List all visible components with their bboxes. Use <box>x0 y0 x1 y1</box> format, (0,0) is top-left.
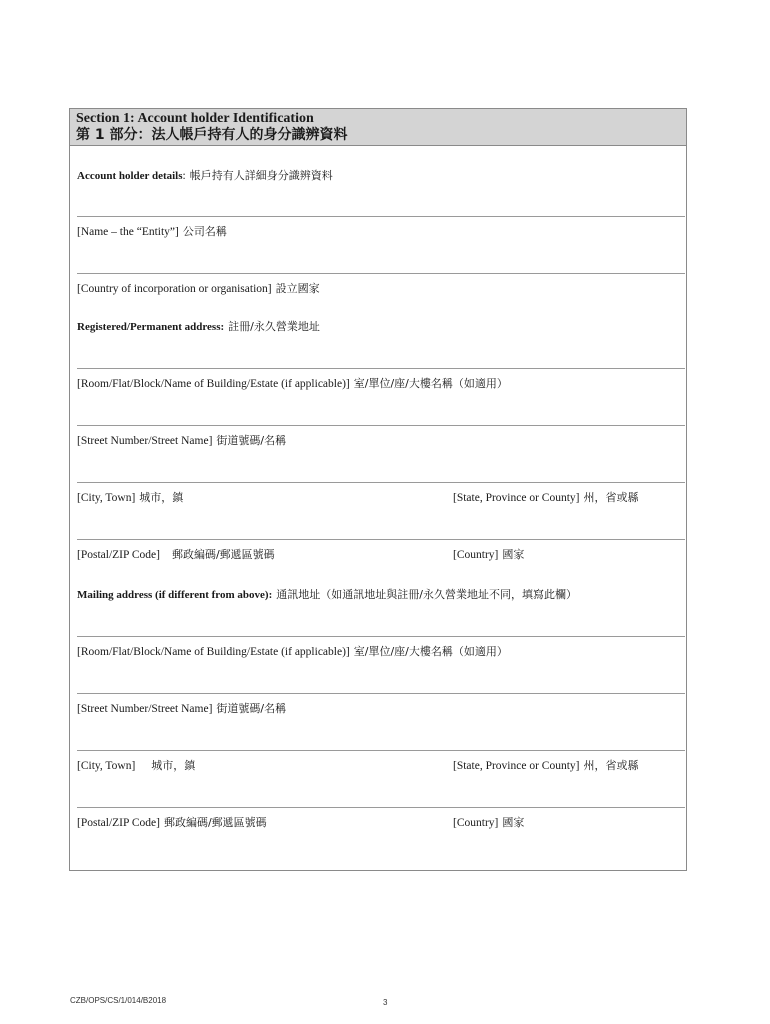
registered-street-label: [Street Number/Street Name] 街道號碼/名稱 <box>77 434 287 447</box>
registered-street-entry-line[interactable] <box>77 425 685 426</box>
country-incorporation-entry-line[interactable] <box>77 273 685 274</box>
section-header <box>70 109 686 146</box>
registered-address-heading: Registered/Permanent address: 註冊/永久營業地址 <box>77 320 320 333</box>
mailing-postal-entry-line[interactable] <box>77 807 685 808</box>
mailing-state-label: [State, Province or County] 州，省或縣 <box>453 759 639 772</box>
account-holder-details-label: Account holder details: 帳戶持有人詳細身分識辨資料 <box>77 169 333 182</box>
name-label: [Name – the “Entity”] 公司名稱 <box>77 225 227 238</box>
mailing-address-heading: Mailing address (if different from above): 通訊地址（如通訊地址與註冊/永久營業地址不同，填寫此欄） <box>77 588 577 601</box>
mailing-country-label: [Country] 國家 <box>453 816 525 829</box>
registered-country-label: [Country] 國家 <box>453 548 525 561</box>
registered-postal-label: [Postal/ZIP Code] 郵政編碼/郵遞區號碼 <box>77 548 275 561</box>
registered-room-label: [Room/Flat/Block/Name of Building/Estate (if applicable)] 室/單位/座/大樓名稱（如適用） <box>77 377 508 390</box>
registered-state-label: [State, Province or County] 州，省或縣 <box>453 491 639 504</box>
mailing-street-label: [Street Number/Street Name] 街道號碼/名稱 <box>77 702 287 715</box>
country-incorporation-label: [Country of incorporation or organisation] 設立國家 <box>77 282 320 295</box>
account-holder-form <box>69 108 687 871</box>
mailing-street-entry-line[interactable] <box>77 693 685 694</box>
mailing-room-label: [Room/Flat/Block/Name of Building/Estate (if applicable)] 室/單位/座/大樓名稱（如適用） <box>77 645 508 658</box>
mailing-city-entry-line[interactable] <box>77 750 685 751</box>
mailing-city-label: [City, Town] 城市，鎮 <box>77 759 196 772</box>
document-reference: CZB/OPS/CS/1/014/B2018 <box>70 996 167 1005</box>
mailing-postal-label: [Postal/ZIP Code] 郵政編碼/郵遞區號碼 <box>77 816 267 829</box>
registered-city-label: [City, Town] 城市，鎮 <box>77 491 184 504</box>
registered-postal-entry-line[interactable] <box>77 539 685 540</box>
registered-room-entry-line[interactable] <box>77 368 685 369</box>
registered-city-entry-line[interactable] <box>77 482 685 483</box>
section-title-en: Section 1: Account holder Identification <box>76 111 314 126</box>
name-entry-line[interactable] <box>77 216 685 217</box>
page-number: 3 <box>383 998 388 1007</box>
mailing-room-entry-line[interactable] <box>77 636 685 637</box>
section-title-zh: 第 1 部分：法人帳戶持有人的身分識辨資料 <box>76 127 348 143</box>
